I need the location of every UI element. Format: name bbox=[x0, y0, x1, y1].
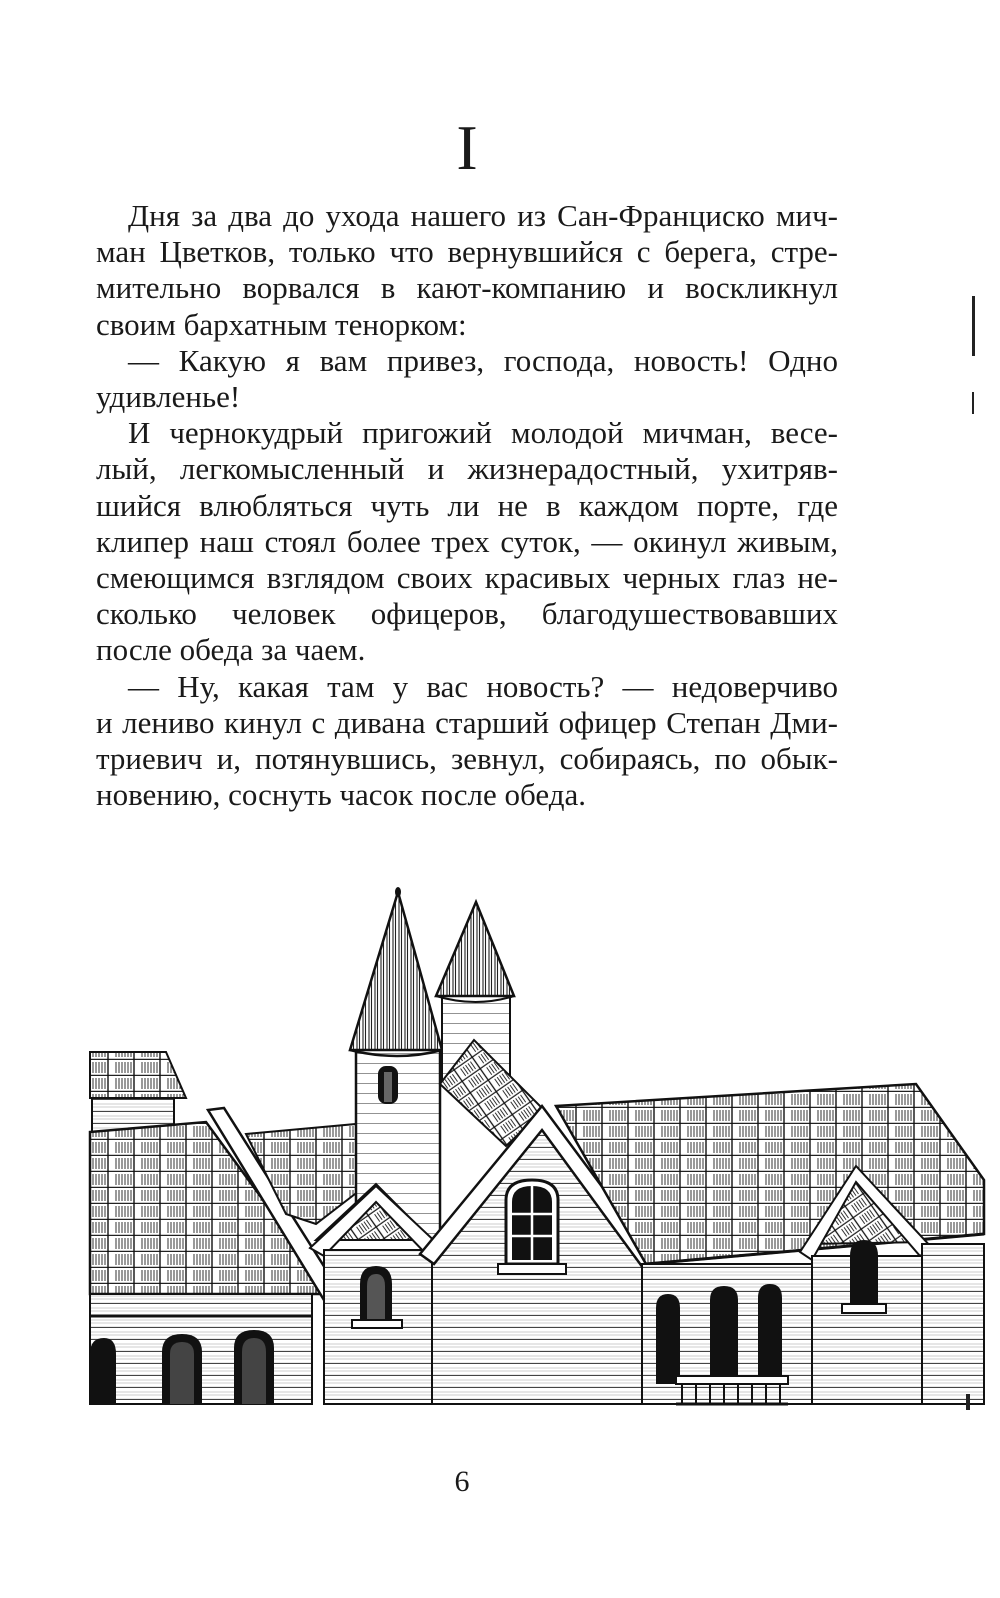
text-line: ман Цветков, только что вернувшийся с берега, стре- bbox=[96, 234, 838, 270]
chapter-text bbox=[96, 198, 838, 813]
text-line: удивленье! bbox=[96, 379, 241, 415]
text-line: смеющимся взглядом своих красивых черных глаз не- bbox=[96, 560, 838, 596]
text-line: И чернокудрый пригожий молодой мичман, весе- bbox=[128, 415, 838, 451]
text-line: и лениво кинул с дивана старший офицер Степан Дми- bbox=[96, 704, 838, 740]
text-line: Дня за два до ухода нашего из Сан-Франциско мич- bbox=[128, 198, 838, 233]
text-line: лый, легкомысленный и жизнерадостный, ухитряв- bbox=[96, 451, 838, 487]
page-number: 6 bbox=[454, 1465, 470, 1498]
text-line: — Какую я вам привез, господа, новость! Одно bbox=[128, 342, 838, 378]
chapter-numeral: I bbox=[456, 112, 480, 183]
text-line: триевич и, потянувшись, зевнул, собираясь, по обык- bbox=[96, 741, 838, 777]
text-line: новению, соснуть часок после обеда. bbox=[96, 777, 586, 813]
scan-edge-mark bbox=[966, 1394, 970, 1410]
text-line: клипер наш стоял более трех суток, — окинул живым, bbox=[96, 523, 838, 559]
scan-edge-mark bbox=[972, 392, 974, 414]
text-line: своим бархатным тенорком: bbox=[96, 306, 467, 342]
text-line: шийся влюбляться чуть ли не в каждом порте, где bbox=[96, 487, 838, 523]
buildings-illustration bbox=[86, 884, 986, 1414]
scan-edge-mark bbox=[972, 296, 975, 356]
text-line: — Ну, какая там у вас новость? — недоверчиво bbox=[128, 668, 838, 704]
text-line: мительно ворвался в кают-компанию и воскликнул bbox=[96, 270, 838, 306]
text-line: сколько человек офицеров, благодушествовавших bbox=[96, 596, 838, 632]
text-line: после обеда за чаем. bbox=[96, 632, 366, 668]
